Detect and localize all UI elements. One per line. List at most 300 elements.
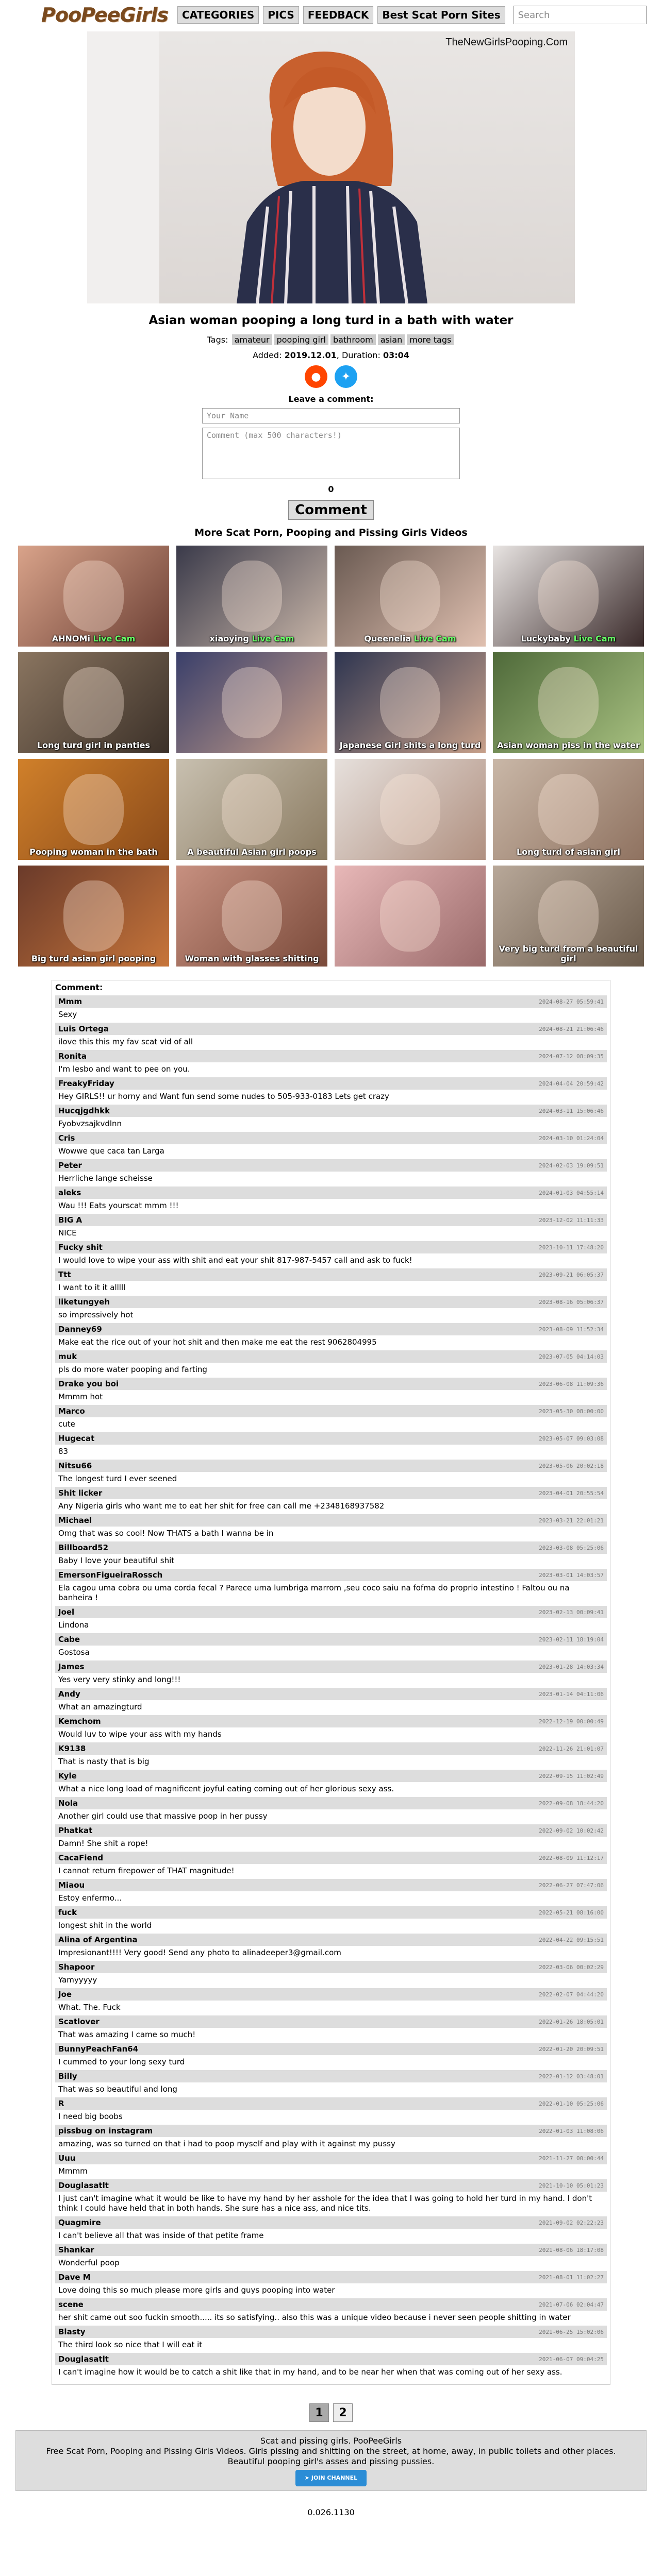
- comment-author: R: [58, 2099, 64, 2108]
- comment-date: 2024-02-03 19:09:51: [539, 1162, 604, 1169]
- comment-author: Hucqjgdhkk: [58, 1106, 110, 1115]
- comment-header: [55, 1852, 607, 1864]
- thumbnail-image: [222, 774, 282, 844]
- comment-date: 2023-03-01 14:03:57: [539, 1571, 604, 1579]
- comment-date: 2023-02-13 00:09:41: [539, 1608, 604, 1616]
- comment-author: Hugecat: [58, 1434, 95, 1443]
- comments-list: [55, 995, 607, 2377]
- comment-date: 2021-08-06 18:17:08: [539, 2246, 604, 2253]
- comment-author: Kyle: [58, 1771, 77, 1781]
- comment-item: [55, 1742, 607, 1767]
- comment-header: [55, 1187, 607, 1199]
- comment-item: [55, 1405, 607, 1429]
- comment-text: That was so beautiful and long: [58, 2084, 177, 2094]
- comment-date: 2024-07-12 08:09:35: [539, 1053, 604, 1060]
- nav-pics[interactable]: PICS: [263, 6, 299, 24]
- comment-author: Quagmire: [58, 2218, 101, 2227]
- comment-author: Nola: [58, 1799, 78, 1808]
- comment-date: 2021-09-02 02:22:23: [539, 2219, 604, 2226]
- nav-best-sites[interactable]: Best Scat Porn Sites: [377, 6, 505, 24]
- comment-author: Douglasatlt: [58, 2181, 109, 2190]
- comment-author: Fucky shit: [58, 1243, 103, 1252]
- comment-header: [55, 1378, 607, 1390]
- comment-author: scene: [58, 2300, 84, 2309]
- comment-item: [55, 2179, 607, 2213]
- comment-header: [55, 2043, 607, 2055]
- related-video-thumb[interactable]: [176, 546, 327, 647]
- comment-item: [55, 1633, 607, 1657]
- comment-date: 2022-04-22 09:15:51: [539, 1936, 604, 1943]
- comment-submit-button[interactable]: Comment: [288, 500, 374, 520]
- thumbnail-caption: [18, 954, 169, 963]
- related-video-thumb[interactable]: [18, 866, 169, 967]
- thumbnail-title: Luckybaby: [521, 634, 571, 643]
- comment-author: Billboard52: [58, 1543, 109, 1552]
- thumbnail-caption: [176, 634, 327, 643]
- comment-date: 2022-02-07 04:44:20: [539, 1991, 604, 1998]
- thumbnail-title: xiaoying: [209, 634, 250, 643]
- comment-item: [55, 1132, 607, 1156]
- comment-date: 2022-03-06 00:02:29: [539, 1963, 604, 1971]
- thumbnail-caption: [493, 740, 644, 750]
- comment-text: 83: [58, 1447, 69, 1456]
- comment-item: [55, 1934, 607, 1958]
- comment-author: BIG A: [58, 1215, 82, 1225]
- tag-item[interactable]: pooping girl: [274, 334, 328, 345]
- related-video-thumb[interactable]: [493, 652, 644, 753]
- comment-date: 2024-08-21 21:06:46: [539, 1025, 604, 1032]
- comment-author: K9138: [58, 1744, 86, 1753]
- comment-author: Marco: [58, 1406, 85, 1416]
- comment-header: [55, 1688, 607, 1700]
- comment-date: 2022-09-15 11:02:49: [539, 1772, 604, 1780]
- comment-author: Ronita: [58, 1052, 87, 1061]
- live-cam-label: Live Cam: [93, 634, 136, 643]
- thumbnail-image: [538, 880, 599, 951]
- comment-header: [55, 2271, 607, 2283]
- comment-header: [55, 1770, 607, 1782]
- comment-item: [55, 1241, 607, 1265]
- site-logo[interactable]: PooPeeGirls: [41, 4, 169, 26]
- thumbnail-title: Queenelia: [364, 634, 411, 643]
- comment-author: Peter: [58, 1161, 82, 1170]
- video-title: Asian woman pooping a long turd in a bath with water: [148, 314, 514, 327]
- comment-text: Wonderful poop: [58, 2258, 120, 2267]
- comment-date: 2023-05-06 20:02:18: [539, 1462, 604, 1469]
- comment-header: [55, 2244, 607, 2256]
- comment-text: cute: [58, 1419, 75, 1429]
- related-video-thumb[interactable]: [335, 652, 486, 753]
- comment-item: [55, 1487, 607, 1511]
- comment-text: I just can't imagine what it would be like to have my hand by her asshole for the idea that I was going to hold her turd in my hand. I don't think I could have held that in both hands. She sure has a nice ass, and nice tits.: [58, 2194, 592, 2213]
- comment-date: 2021-07-06 02:04:47: [539, 2301, 604, 2308]
- comment-item: [55, 1606, 607, 1630]
- comment-header: [55, 1906, 607, 1919]
- comment-item: [55, 2353, 607, 2377]
- thumbnail-image: [538, 561, 599, 631]
- comment-author: Douglasatlt: [58, 2354, 109, 2364]
- comment-item: [55, 1105, 607, 1129]
- comment-text: Yamyyyyy: [58, 1975, 97, 1985]
- comment-text: I'm lesbo and want to pee on you.: [58, 1064, 190, 1074]
- related-video-thumb[interactable]: [18, 652, 169, 753]
- comment-item: [55, 1715, 607, 1739]
- telegram-icon: ➤: [304, 2475, 311, 2481]
- comment-author: fuck: [58, 1908, 77, 1917]
- comment-text: Make eat the rice out of your hot shit and then make me eat the rest 9062804995: [58, 1337, 377, 1347]
- comment-item: [55, 1350, 607, 1375]
- comment-author: Michael: [58, 1516, 92, 1525]
- comment-author: Uuu: [58, 2154, 76, 2163]
- video-watermark: TheNewGirlsPooping.Com: [445, 37, 568, 48]
- comment-item: [55, 1077, 607, 1101]
- thumbnail-title: Long turd of asian girl: [517, 847, 620, 857]
- comment-date: 2022-12-19 00:00:49: [539, 1718, 604, 1725]
- site-version: 0.026.1130: [307, 2507, 355, 2517]
- comment-author: Ttt: [58, 1270, 71, 1279]
- comment-author: Luis Ortega: [58, 1024, 109, 1033]
- thumbnail-image: [538, 667, 599, 738]
- comment-text: What. The. Fuck: [58, 2003, 121, 2012]
- comment-header: [55, 1715, 607, 1727]
- comment-text: Impresionant!!!! Very good! Send any photo to alinadeeper3@gmail.com: [58, 1948, 341, 1957]
- comment-header: [55, 1350, 607, 1363]
- comment-item: [55, 1378, 607, 1402]
- comment-item: [55, 1688, 607, 1712]
- thumbnail-image: [380, 774, 440, 844]
- comment-header: [55, 1961, 607, 1973]
- comment-header: [55, 1460, 607, 1472]
- related-video-thumb[interactable]: [493, 866, 644, 967]
- comment-item: [55, 2326, 607, 2350]
- comment-textarea[interactable]: Comment (max 500 characters!): [202, 428, 460, 479]
- duration-label: Duration:: [341, 350, 380, 360]
- comment-date: 2021-10-10 05:01:23: [539, 2182, 604, 2189]
- comment-header: [55, 2298, 607, 2311]
- thumbnail-caption: [176, 954, 327, 963]
- comment-date: 2022-11-26 21:01:07: [539, 1745, 604, 1752]
- comment-header: [55, 1105, 607, 1117]
- related-video-thumb[interactable]: [176, 866, 327, 967]
- comment-header: [55, 1268, 607, 1281]
- footer-description: Free Scat Porn, Pooping and Pissing Girls Videos. Girls pissing and shitting on the street, at home, away, in public toilets and other places. Beautiful pooping girl's asses and pissing pussies.: [46, 2446, 616, 2466]
- comment-date: 2023-09-21 06:05:37: [539, 1271, 604, 1278]
- comment-text: amazing, was so turned on that i had to poop myself and play with it against my pussy: [58, 2139, 395, 2148]
- comment-date: 2021-08-01 11:02:27: [539, 2274, 604, 2281]
- comment-text: Lindona: [58, 1620, 89, 1630]
- comment-author: Billy: [58, 2072, 77, 2081]
- comment-author: Phatkat: [58, 1826, 93, 1835]
- comment-date: 2023-01-14 04:11:06: [539, 1690, 604, 1698]
- page-1-button[interactable]: 1: [309, 2403, 329, 2422]
- nav-feedback[interactable]: FEEDBACK: [303, 6, 374, 24]
- comment-text: That was amazing I came so much!: [58, 2030, 196, 2039]
- related-video-thumb[interactable]: [176, 652, 327, 753]
- comment-date: 2023-05-30 08:00:00: [539, 1408, 604, 1415]
- comment-text: Ela cagou uma cobra ou uma corda fecal ? Parece uma lumbriga marrom ,seu coco saiu na fofma do proprio intestino ! Faltou ou na banheira !: [58, 1583, 570, 1602]
- comment-header: [55, 2179, 607, 2192]
- comment-text: Herrliche lange scheisse: [58, 1174, 153, 1183]
- comment-author: Nitsu66: [58, 1461, 92, 1470]
- comment-author: Shit licker: [58, 1488, 103, 1498]
- comment-item: [55, 1432, 607, 1456]
- comment-item: [55, 2216, 607, 2241]
- comment-text: Mmmm hot: [58, 1392, 103, 1401]
- comment-date: 2021-06-07 09:04:25: [539, 2355, 604, 2363]
- comment-text: Gostosa: [58, 1648, 90, 1657]
- comment-author: muk: [58, 1352, 77, 1361]
- comment-item: [55, 1187, 607, 1211]
- comment-author: liketungyeh: [58, 1297, 110, 1307]
- comment-author: Shankar: [58, 2245, 94, 2255]
- comment-header: [55, 2152, 607, 2164]
- comment-date: 2024-03-10 01:24:04: [539, 1134, 604, 1142]
- comment-header: [55, 1541, 607, 1554]
- comment-text: Omg that was so cool! Now THATS a bath I wanna be in: [58, 1529, 274, 1538]
- comment-item: [55, 995, 607, 1020]
- comment-date: 2024-01-03 04:55:14: [539, 1189, 604, 1196]
- comment-text: Would luv to wipe your ass with my hands: [58, 1730, 222, 1739]
- comment-date: 2021-11-27 00:00:44: [539, 2155, 604, 2162]
- comment-item: [55, 1852, 607, 1876]
- comment-text: Estoy enfermo...: [58, 1893, 122, 1903]
- comment-author: BunnyPeachFan64: [58, 2044, 139, 2054]
- comment-text: I would love to wipe your ass with shit and eat your shit 817-987-5457 call and ask to fuck!: [58, 1256, 412, 1265]
- comment-header: [55, 1797, 607, 1809]
- comment-author: Alina of Argentina: [58, 1935, 138, 1944]
- duration-value: 03:04: [383, 350, 409, 360]
- comment-item: [55, 1514, 607, 1538]
- reddit-icon[interactable]: ●: [305, 365, 327, 388]
- char-counter: 0: [328, 484, 334, 494]
- related-video-thumb[interactable]: [335, 866, 486, 967]
- comment-date: 2022-06-27 07:47:06: [539, 1882, 604, 1889]
- comment-author: Cris: [58, 1133, 75, 1143]
- comment-item: [55, 1460, 607, 1484]
- comment-date: 2023-06-08 11:09:36: [539, 1380, 604, 1387]
- comments-section: [52, 980, 610, 2385]
- thumbnail-image: [380, 880, 440, 951]
- comment-author: Cabe: [58, 1635, 80, 1644]
- comment-date: 2022-01-12 03:48:01: [539, 2073, 604, 2080]
- tag-item[interactable]: amateur: [232, 334, 272, 345]
- comment-author: Shapoor: [58, 1962, 95, 1972]
- thumbnail-image: [222, 667, 282, 738]
- comment-text: The third look so nice that I will eat it: [58, 2340, 203, 2349]
- comment-header: [55, 1132, 607, 1144]
- comment-text: Sexy: [58, 1010, 77, 1019]
- tag-more[interactable]: more tags: [407, 334, 454, 345]
- header: [0, 0, 662, 30]
- comment-header: [55, 1405, 607, 1417]
- thumbnail-image: [538, 774, 599, 844]
- comment-author: Blasty: [58, 2327, 86, 2336]
- comment-text: The longest turd I ever seened: [58, 1474, 177, 1483]
- comment-text: What a nice long load of magnificent joyful eating coming out of her glorious sexy ass.: [58, 1784, 394, 1793]
- comment-text: Yes very very stinky and long!!!: [58, 1675, 181, 1684]
- thumbnail-title: Japanese Girl shits a long turd: [339, 740, 481, 750]
- comment-text: I need big boobs: [58, 2112, 123, 2121]
- thumbnail-caption: [18, 740, 169, 750]
- thumbnail-caption: [335, 634, 486, 643]
- thumbnail-image: [222, 880, 282, 951]
- comment-item: [55, 1023, 607, 1047]
- comment-item: [55, 1797, 607, 1821]
- thumbnail-image: [63, 667, 124, 738]
- thumbnail-caption: [493, 634, 644, 643]
- comment-header: [55, 2353, 607, 2365]
- live-cam-label: Live Cam: [252, 634, 294, 643]
- comment-date: 2022-01-26 18:05:01: [539, 2018, 604, 2025]
- video-frame-image: [237, 31, 427, 303]
- comment-text: I cummed to your long sexy turd: [58, 2057, 185, 2066]
- comment-item: [55, 1824, 607, 1849]
- comment-author: Danney69: [58, 1325, 102, 1334]
- thumbnail-caption: [176, 847, 327, 857]
- related-video-thumb[interactable]: [18, 759, 169, 860]
- comment-header: [55, 1742, 607, 1755]
- related-video-thumb[interactable]: [493, 759, 644, 860]
- live-cam-label: Live Cam: [573, 634, 616, 643]
- comment-item: [55, 1569, 607, 1603]
- nav-categories[interactable]: CATEGORIES: [177, 6, 259, 24]
- comment-header: [55, 1660, 607, 1673]
- comment-author: Drake you boi: [58, 1379, 119, 1388]
- comment-date: 2023-08-09 11:52:34: [539, 1326, 604, 1333]
- related-video-thumb[interactable]: [18, 546, 169, 647]
- related-video-thumb[interactable]: [335, 546, 486, 647]
- comment-text: Hey GIRLS!! ur horny and Want fun send some nudes to 505-933-0183 Lets get crazy: [58, 1092, 389, 1101]
- comment-text: Wowwe que caca tan Larga: [58, 1146, 164, 1156]
- comment-author: Joe: [58, 1990, 72, 1999]
- comment-item: [55, 2125, 607, 2149]
- comment-date: 2023-05-07 09:03:08: [539, 1435, 604, 1442]
- comment-text: NICE: [58, 1228, 77, 1238]
- comment-text: Mmmm: [58, 2166, 88, 2176]
- comment-date: 2024-08-27 05:59:41: [539, 998, 604, 1005]
- comment-text: ilove this this my fav scat vid of all: [58, 1037, 193, 1046]
- live-cam-label: Live Cam: [413, 634, 456, 643]
- added-date: 2019.12.01: [284, 350, 337, 360]
- thumbnail-caption: [18, 847, 169, 857]
- comment-author: CacaFiend: [58, 1853, 104, 1862]
- tags-row: [0, 334, 662, 345]
- thumbnail-title: Woman with glasses shitting: [185, 954, 319, 963]
- comment-item: [55, 2043, 607, 2067]
- thumbnail-title: A beautiful Asian girl poops: [187, 847, 317, 857]
- thumbnail-image: [380, 667, 440, 738]
- comment-item: [55, 2244, 607, 2268]
- comment-header: [55, 1934, 607, 1946]
- thumbnail-image: [63, 774, 124, 844]
- comment-item: [55, 1770, 607, 1794]
- comment-header: [55, 1296, 607, 1308]
- comment-header: [55, 1050, 607, 1062]
- search-input[interactable]: Search: [514, 6, 647, 24]
- thumbnail-image: [380, 561, 440, 631]
- comment-item: [55, 1268, 607, 1293]
- related-video-thumb[interactable]: [335, 759, 486, 860]
- comment-header: [55, 995, 607, 1008]
- comment-text: I can't imagine how it would be to catch a shit like that in my hand, and to be near her when that was coming out of her sexy ass.: [58, 2367, 562, 2377]
- comment-date: 2022-09-08 18:44:20: [539, 1800, 604, 1807]
- comment-header: [55, 1606, 607, 1618]
- comment-header: [55, 1487, 607, 1499]
- comment-date: 2023-07-05 04:14:03: [539, 1353, 604, 1360]
- comment-author: EmersonFigueiraRossch: [58, 1570, 163, 1580]
- name-input[interactable]: Your Name: [202, 408, 460, 423]
- telegram-join-button[interactable]: [295, 2470, 367, 2486]
- comment-date: 2023-02-11 18:19:04: [539, 1636, 604, 1643]
- thumbnail-image: [222, 561, 282, 631]
- comment-header: [55, 2326, 607, 2338]
- comment-text: Wau !!! Eats yourscat mmm !!!: [58, 1201, 179, 1210]
- comment-date: 2023-08-16 05:06:37: [539, 1298, 604, 1306]
- tag-item[interactable]: bathroom: [330, 334, 376, 345]
- comment-author: Miaou: [58, 1880, 85, 1890]
- comment-text: Fyobvzsajkvdlnn: [58, 1119, 122, 1128]
- comment-header: [55, 1988, 607, 2001]
- comment-header: [55, 1633, 607, 1646]
- comment-item: [55, 1159, 607, 1183]
- comment-date: 2023-01-28 14:03:34: [539, 1663, 604, 1670]
- comment-date: 2022-08-09 11:12:17: [539, 1854, 604, 1861]
- comment-header: [55, 1432, 607, 1445]
- thumbnail-title: Pooping woman in the bath: [29, 847, 158, 857]
- comment-date: 2023-10-11 17:48:20: [539, 1244, 604, 1251]
- comment-form: [202, 408, 460, 479]
- comment-item: [55, 2271, 607, 2295]
- twitter-icon[interactable]: ✦: [335, 365, 357, 388]
- comment-header: [55, 1241, 607, 1253]
- comment-date: 2022-01-03 11:08:06: [539, 2127, 604, 2134]
- comment-header: [55, 1159, 607, 1172]
- comment-author: aleks: [58, 1188, 81, 1197]
- comment-header: [55, 2015, 607, 2028]
- comment-text: Any Nigeria girls who want me to eat her shit for free can call me +2348168937582: [58, 1501, 385, 1511]
- comment-text: pls do more water pooping and farting: [58, 1365, 207, 1374]
- comment-date: 2022-01-10 05:25:06: [539, 2100, 604, 2107]
- video-player[interactable]: [87, 31, 575, 303]
- comment-date: 2022-01-20 20:09:51: [539, 2045, 604, 2053]
- thumbnail-caption: [335, 740, 486, 750]
- tag-item[interactable]: asian: [378, 334, 405, 345]
- thumbnail-title: Long turd girl in panties: [37, 740, 151, 750]
- video-background: [87, 31, 159, 303]
- comment-item: [55, 1879, 607, 1903]
- comment-header: [55, 2216, 607, 2229]
- related-heading: More Scat Porn, Pooping and Pissing Girls Videos: [194, 527, 468, 538]
- comment-date: 2022-09-02 10:02:42: [539, 1827, 604, 1834]
- comment-author: Andy: [58, 1689, 80, 1699]
- thumbnail-title: Asian woman piss in the water: [497, 740, 640, 750]
- page-2-button[interactable]: 2: [333, 2403, 353, 2422]
- related-video-thumb[interactable]: [493, 546, 644, 647]
- comment-header: [55, 1569, 607, 1581]
- thumbnail-title: Big turd asian girl pooping: [31, 954, 156, 963]
- comment-date: 2021-06-25 15:02:06: [539, 2328, 604, 2335]
- comment-author: pissbug on instagram: [58, 2126, 153, 2136]
- comments-heading: Comment:: [55, 982, 103, 992]
- leave-comment-heading: Leave a comment:: [288, 394, 374, 404]
- comment-item: [55, 1961, 607, 1985]
- comment-header: [55, 1023, 607, 1035]
- comment-item: [55, 2070, 607, 2094]
- comment-author: Dave M: [58, 2273, 91, 2282]
- related-video-thumb[interactable]: [176, 759, 327, 860]
- comment-header: [55, 1077, 607, 1090]
- comment-item: [55, 2097, 607, 2122]
